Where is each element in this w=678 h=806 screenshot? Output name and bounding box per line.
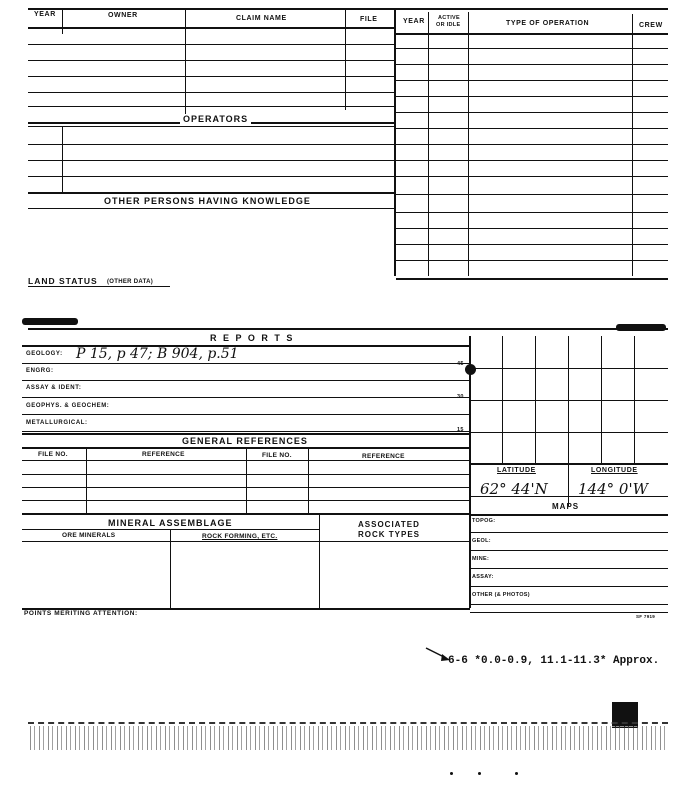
vrule xyxy=(62,8,63,34)
row-rule xyxy=(22,380,470,381)
header-rule-right xyxy=(396,33,668,35)
row-rule xyxy=(28,126,396,127)
row-rule xyxy=(470,550,668,551)
maps-topog: TOPOG: xyxy=(472,518,496,524)
header-year: YEAR xyxy=(34,11,56,18)
grid-line xyxy=(470,432,668,433)
row-rule xyxy=(28,176,396,177)
vrule xyxy=(632,14,633,276)
ore-minerals-label: ORE MINERALS xyxy=(62,532,116,539)
row-rule xyxy=(470,568,668,569)
scan-edge xyxy=(28,722,668,724)
report-metallurgical-label: METALLURGICAL: xyxy=(26,420,88,426)
row-rule xyxy=(396,244,668,245)
maps-geol: GEOL: xyxy=(472,538,491,544)
row-rule xyxy=(470,612,668,613)
scale-tick-30: 30 xyxy=(457,394,464,400)
gen-ref-reference-1: REFERENCE xyxy=(142,451,185,458)
vrule xyxy=(185,8,186,118)
scan-dot xyxy=(515,772,518,775)
report-geology-value: P 15, p 47; B 904, p.51 xyxy=(76,346,239,362)
reports-title: R E P O R T S xyxy=(210,333,295,343)
longitude-value: 144° 0'W xyxy=(578,480,648,498)
longitude-label: LONGITUDE xyxy=(591,467,638,474)
land-status-label: LAND STATUS xyxy=(28,276,98,286)
registration-mark xyxy=(612,702,638,728)
form-number: SF 7919 xyxy=(636,614,656,619)
report-geology-label: GEOLOGY: xyxy=(26,351,63,357)
row-rule xyxy=(28,92,396,93)
vrule xyxy=(62,126,63,192)
land-status-underline xyxy=(28,286,170,287)
report-geophys-label: GEOPHYS. & GEOCHEM: xyxy=(26,403,110,409)
row-rule xyxy=(396,194,668,195)
gen-ref-title: GENERAL REFERENCES xyxy=(182,436,308,446)
maps-title-rule xyxy=(470,514,668,516)
scan-dot xyxy=(450,772,453,775)
row-rule xyxy=(396,112,668,113)
row-rule xyxy=(28,192,396,194)
vrule xyxy=(86,448,87,514)
header-file: FILE xyxy=(360,16,378,23)
associated-label-2: ROCK TYPES xyxy=(358,530,421,539)
gen-ref-file-no-1: FILE NO. xyxy=(38,451,68,458)
operators-label: OPERATORS xyxy=(180,114,251,124)
row-rule xyxy=(28,160,396,161)
row-rule xyxy=(28,208,396,209)
header-or-idle: OR IDLE xyxy=(436,22,461,28)
vrule xyxy=(319,515,320,608)
top-border xyxy=(28,8,668,10)
row-rule xyxy=(22,363,470,364)
grid-line xyxy=(470,368,668,369)
maps-title: MAPS xyxy=(552,502,580,511)
vrule xyxy=(308,448,309,514)
associated-label-1: ASSOCIATED xyxy=(358,520,420,529)
vrule xyxy=(170,530,171,608)
gen-ref-reference-2: REFERENCE xyxy=(362,453,405,460)
gen-ref-top-rule xyxy=(22,433,470,435)
grid-line xyxy=(470,400,668,401)
header-active: ACTIVE xyxy=(438,15,460,21)
row-rule xyxy=(396,228,668,229)
other-persons-label: OTHER PERSONS HAVING KNOWLEDGE xyxy=(104,196,311,206)
header-claim-name: CLAIM NAME xyxy=(236,15,287,22)
maps-assay: ASSAY: xyxy=(472,574,494,580)
points-meriting-label: POINTS MERITING ATTENTION: xyxy=(24,610,138,617)
scale-tick-45: 45 xyxy=(457,361,464,367)
row-rule xyxy=(470,586,668,587)
maps-other: OTHER (& PHOTOS) xyxy=(472,592,530,598)
grid-bottom xyxy=(470,463,668,465)
row-rule xyxy=(396,48,668,49)
gen-ref-file-no-2: FILE NO. xyxy=(262,452,292,459)
row-rule xyxy=(396,176,668,177)
latitude-label: LATITUDE xyxy=(497,467,536,474)
row-rule xyxy=(396,144,668,145)
header-year-2: YEAR xyxy=(403,18,425,25)
row-rule xyxy=(22,500,470,501)
header-rule-left xyxy=(28,27,396,29)
row-rule xyxy=(396,80,668,81)
row-rule-bottom xyxy=(396,278,668,280)
row-rule xyxy=(470,532,668,533)
row-rule xyxy=(396,64,668,65)
row-rule xyxy=(28,106,396,107)
row-rule xyxy=(22,513,470,515)
scan-dot xyxy=(478,772,481,775)
row-rule xyxy=(22,397,470,398)
grid-line xyxy=(470,496,668,497)
mineral-assemblage-title: MINERAL ASSEMBLAGE xyxy=(108,518,233,528)
row-rule xyxy=(396,260,668,261)
row-rule xyxy=(22,414,470,415)
scan-smudge xyxy=(22,318,78,325)
rock-forming-label: ROCK FORMING, ETC. xyxy=(202,533,278,540)
scale-tick-15: 15 xyxy=(457,427,464,433)
row-rule xyxy=(396,96,668,97)
row-rule xyxy=(22,541,470,542)
report-engrg-label: ENGRG: xyxy=(26,368,54,374)
row-rule xyxy=(28,76,396,77)
vrule-divider xyxy=(394,10,396,276)
row-rule xyxy=(28,60,396,61)
row-rule xyxy=(22,474,470,475)
latitude-value: 62° 44'N xyxy=(480,480,548,498)
location-marker-icon xyxy=(465,364,476,375)
maps-mine: MINE: xyxy=(472,556,490,562)
land-status-sub: (OTHER DATA) xyxy=(107,279,154,285)
row-rule xyxy=(396,128,668,129)
report-assay-label: ASSAY & IDENT: xyxy=(26,385,82,391)
vrule xyxy=(246,448,247,514)
row-rule xyxy=(28,144,396,145)
header-type-of-operation: TYPE OF OPERATION xyxy=(506,20,590,27)
header-crew: CREW xyxy=(639,22,663,29)
reports-top-rule xyxy=(28,328,668,330)
row-rule xyxy=(396,160,668,161)
row-rule xyxy=(22,487,470,488)
row-rule xyxy=(28,44,396,45)
scan-noise xyxy=(30,726,666,750)
row-rule xyxy=(396,212,668,213)
typed-note: 6-6 *0.0-0.9, 11.1-11.3* Approx. xyxy=(448,655,660,667)
row-rule xyxy=(22,431,470,432)
row-rule xyxy=(470,604,668,605)
grid-line xyxy=(568,336,569,506)
header-owner: OWNER xyxy=(108,12,138,19)
